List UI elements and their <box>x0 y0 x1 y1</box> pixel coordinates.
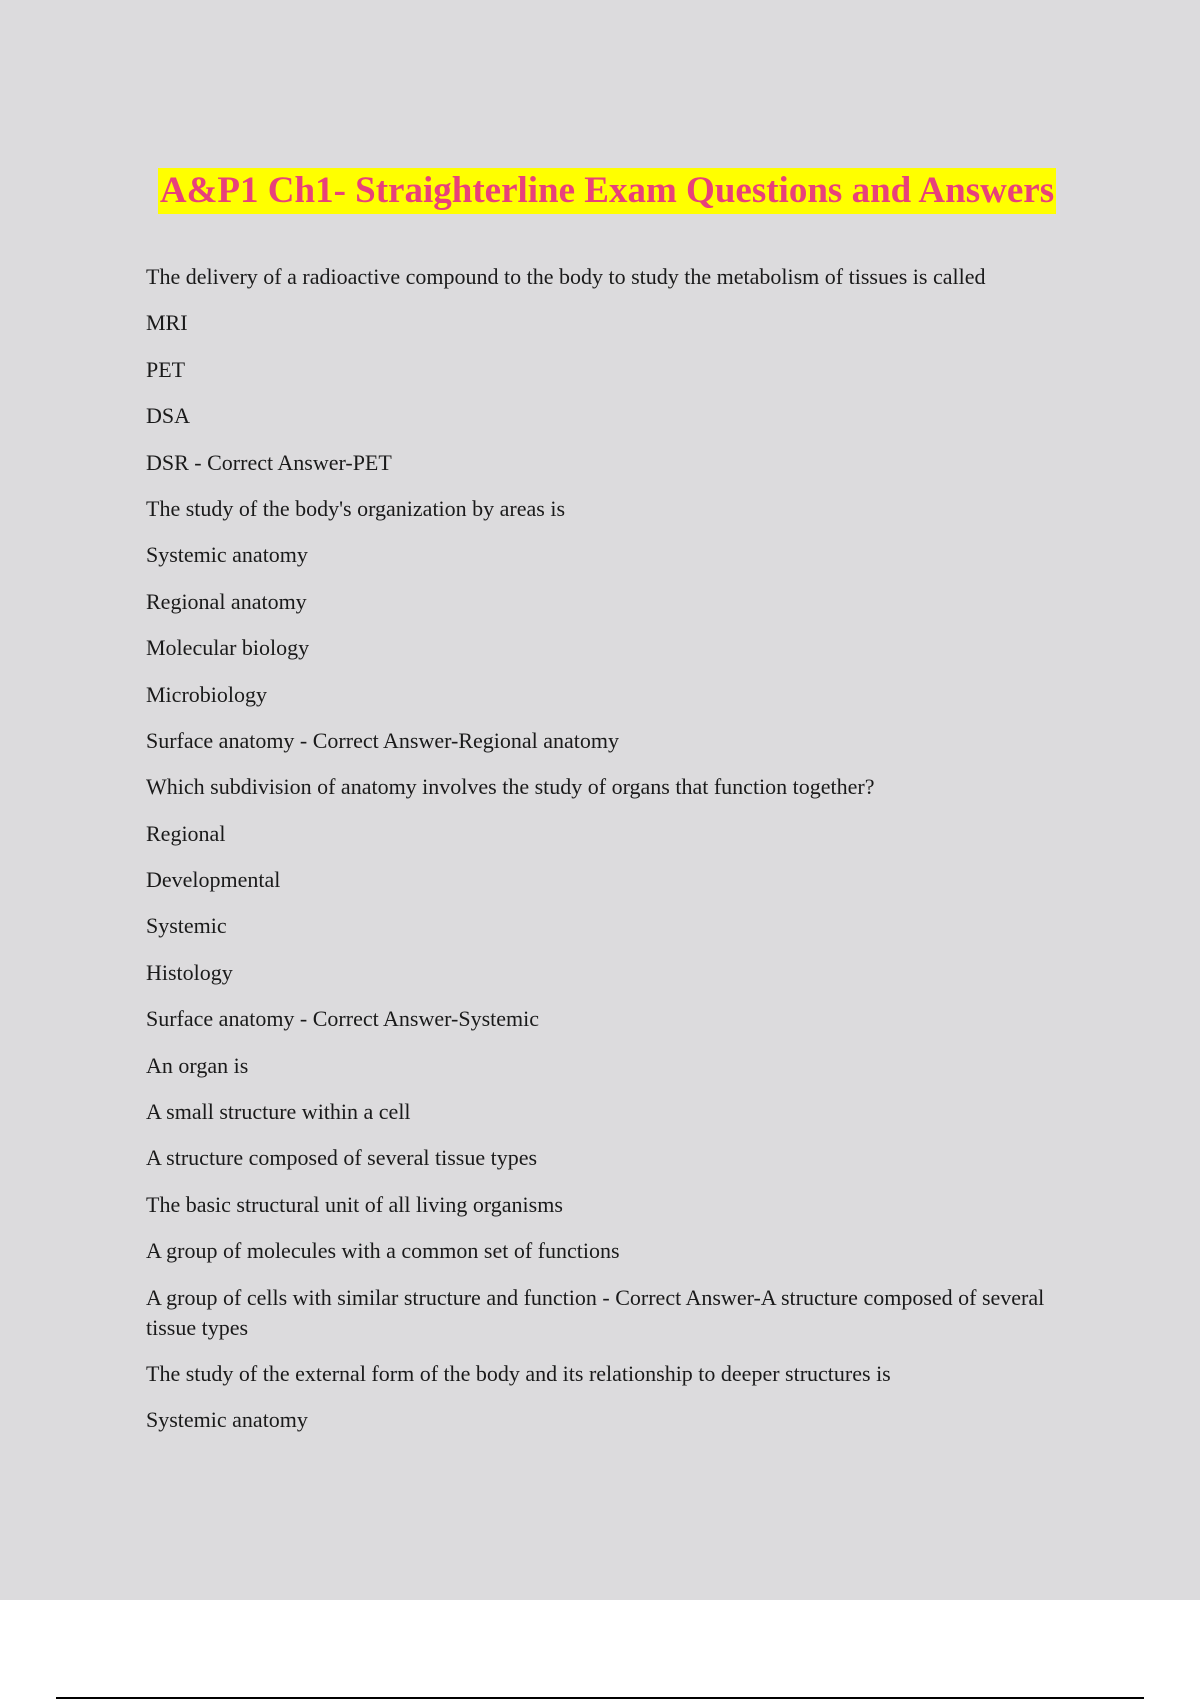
question-4-option-a: A small structure within a cell <box>146 1099 411 1125</box>
question-4-option-e-answer: A group of cells with similar structure and function - Correct Answer-A structure composed of several tissue types <box>146 1284 1045 1340</box>
document-title: A&P1 Ch1- Straighterline Exam Questions and Answers <box>158 168 1056 214</box>
question-1-option-d-answer: DSR - Correct Answer-PET <box>146 449 392 475</box>
question-1-option-c: DSA <box>146 403 191 429</box>
question-2-option-e-answer: Surface anatomy - Correct Answer-Regional anatomy <box>146 727 620 753</box>
question-5-option-a: Systemic anatomy <box>146 1407 308 1433</box>
question-2-option-b: Regional anatomy <box>146 588 307 614</box>
next-page-preview <box>0 1600 1200 1700</box>
question-3-option-e-answer: Surface anatomy - Correct Answer-Systemic <box>146 1006 539 1032</box>
question-4-option-d: A group of molecules with a common set of functions <box>146 1238 620 1264</box>
title-container <box>0 168 1200 214</box>
question-1: The delivery of a radioactive compound to the body to study the metabolism of tissues is called <box>146 264 986 289</box>
question-1-option-a: MRI <box>146 310 188 336</box>
question-4-option-c: The basic structural unit of all living organisms <box>146 1191 563 1217</box>
question-list <box>146 262 1081 1452</box>
question-3-option-b: Developmental <box>146 867 281 893</box>
question-2-option-a: Systemic anatomy <box>146 542 308 568</box>
question-3-option-d: Histology <box>146 959 233 985</box>
question-2-option-d: Microbiology <box>146 681 267 707</box>
question-3-option-a: Regional <box>146 820 226 846</box>
question-3-option-c: Systemic <box>146 913 227 939</box>
page-divider <box>56 1697 1144 1699</box>
question-2: The study of the body's organization by areas is <box>146 495 566 521</box>
question-3: Which subdivision of anatomy involves the study of organs that function together? <box>146 774 875 800</box>
question-4: An organ is <box>146 1052 249 1078</box>
question-1-option-b: PET <box>146 356 186 382</box>
question-2-option-c: Molecular biology <box>146 635 310 661</box>
question-5: The study of the external form of the body and its relationship to deeper structures is <box>146 1360 891 1386</box>
question-4-option-b: A structure composed of several tissue types <box>146 1145 538 1171</box>
